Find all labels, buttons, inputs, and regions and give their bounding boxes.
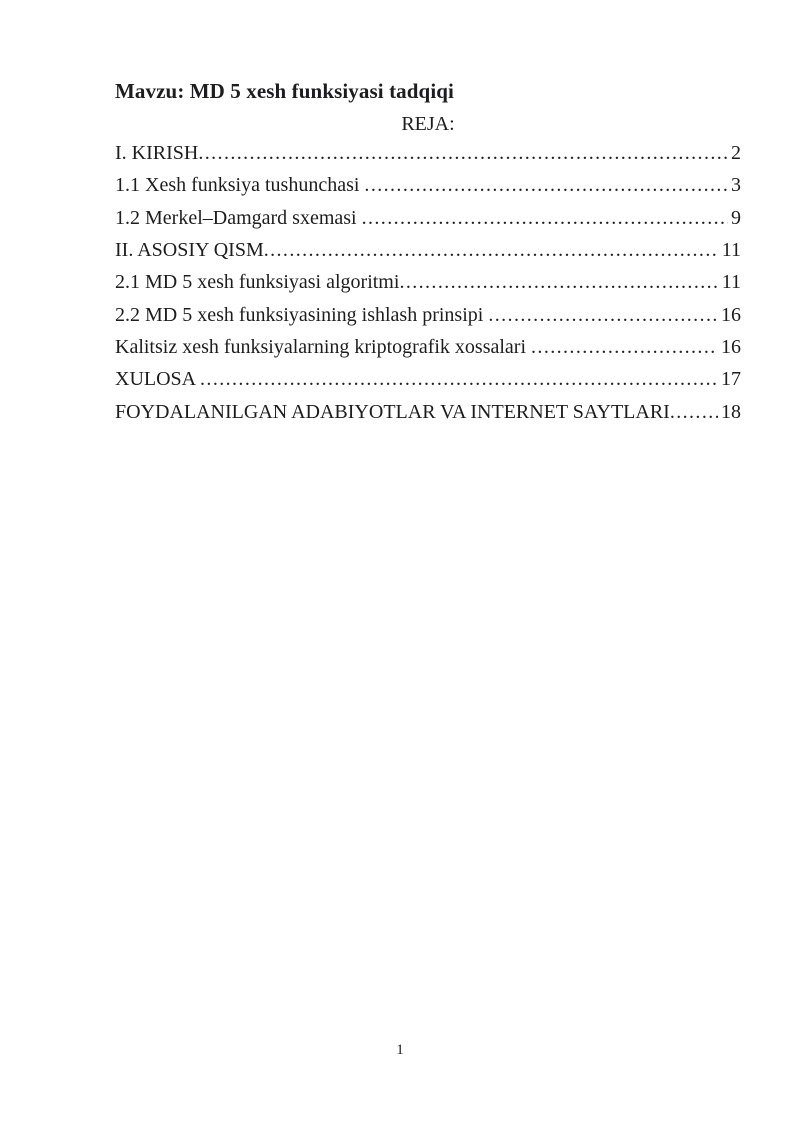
toc-entry-label: 1.2 Merkel–Damgard sxemasi bbox=[115, 206, 362, 229]
toc-entry-page-number: 3 bbox=[731, 174, 741, 197]
toc-leader-dots bbox=[399, 266, 718, 298]
toc-entry[interactable] bbox=[115, 299, 741, 331]
toc-entry-label: 2.1 MD 5 xesh funksiyasi algoritmi bbox=[115, 271, 400, 294]
toc-entry-label: XULOSA bbox=[115, 368, 201, 391]
toc-entry-page-number: 18 bbox=[721, 400, 741, 423]
toc-entry-page-number: 16 bbox=[721, 336, 741, 359]
toc-entry-page-number: 2 bbox=[731, 142, 741, 164]
toc-entry[interactable] bbox=[115, 363, 741, 395]
toc-entry-label: 2.2 MD 5 xesh funksiyasining ishlash prinsipi bbox=[115, 303, 489, 326]
toc-entry-page-number: 17 bbox=[721, 368, 741, 391]
document-title: Mavzu: MD 5 xesh funksiyasi tadqiqi bbox=[115, 79, 454, 103]
toc-leader-dots bbox=[488, 299, 718, 331]
toc-leader-dots bbox=[198, 137, 728, 169]
toc-entry-page-number: 11 bbox=[721, 239, 741, 262]
toc-leader-dots bbox=[200, 363, 718, 395]
toc-leader-dots bbox=[531, 331, 718, 363]
toc-leader-dots bbox=[264, 234, 719, 266]
toc-leader-dots bbox=[362, 202, 728, 234]
toc-entry[interactable] bbox=[115, 266, 741, 298]
toc-entry-page-number: 11 bbox=[721, 271, 741, 294]
document-content bbox=[115, 78, 741, 428]
footer-page-number: 1 bbox=[396, 1042, 404, 1058]
toc-entry[interactable] bbox=[115, 234, 741, 266]
toc-entry-label: I. KIRISH bbox=[115, 142, 199, 164]
toc-entry-page-number: 16 bbox=[721, 303, 741, 326]
toc-leader-dots bbox=[364, 169, 728, 201]
toc-entry[interactable] bbox=[115, 331, 741, 363]
toc-entry-label: Kalitsiz xesh funksiyalarning kriptografik xossalari bbox=[115, 336, 532, 359]
toc-entry[interactable] bbox=[115, 396, 741, 428]
toc-entry-label: FOYDALANILGAN ADABIYOTLAR VA INTERNET SAYTLARI bbox=[115, 400, 670, 423]
toc-heading: REJA: bbox=[401, 113, 455, 135]
toc-entry[interactable] bbox=[115, 169, 741, 201]
toc-entry-label: II. ASOSIY QISM bbox=[115, 239, 264, 262]
toc-entry[interactable] bbox=[115, 137, 741, 169]
toc-entry[interactable] bbox=[115, 202, 741, 234]
toc-entry-page-number: 9 bbox=[731, 206, 741, 229]
toc-entry-label: 1.1 Xesh funksiya tushunchasi bbox=[115, 174, 365, 197]
toc-list bbox=[115, 137, 741, 428]
toc-leader-dots bbox=[670, 396, 718, 428]
